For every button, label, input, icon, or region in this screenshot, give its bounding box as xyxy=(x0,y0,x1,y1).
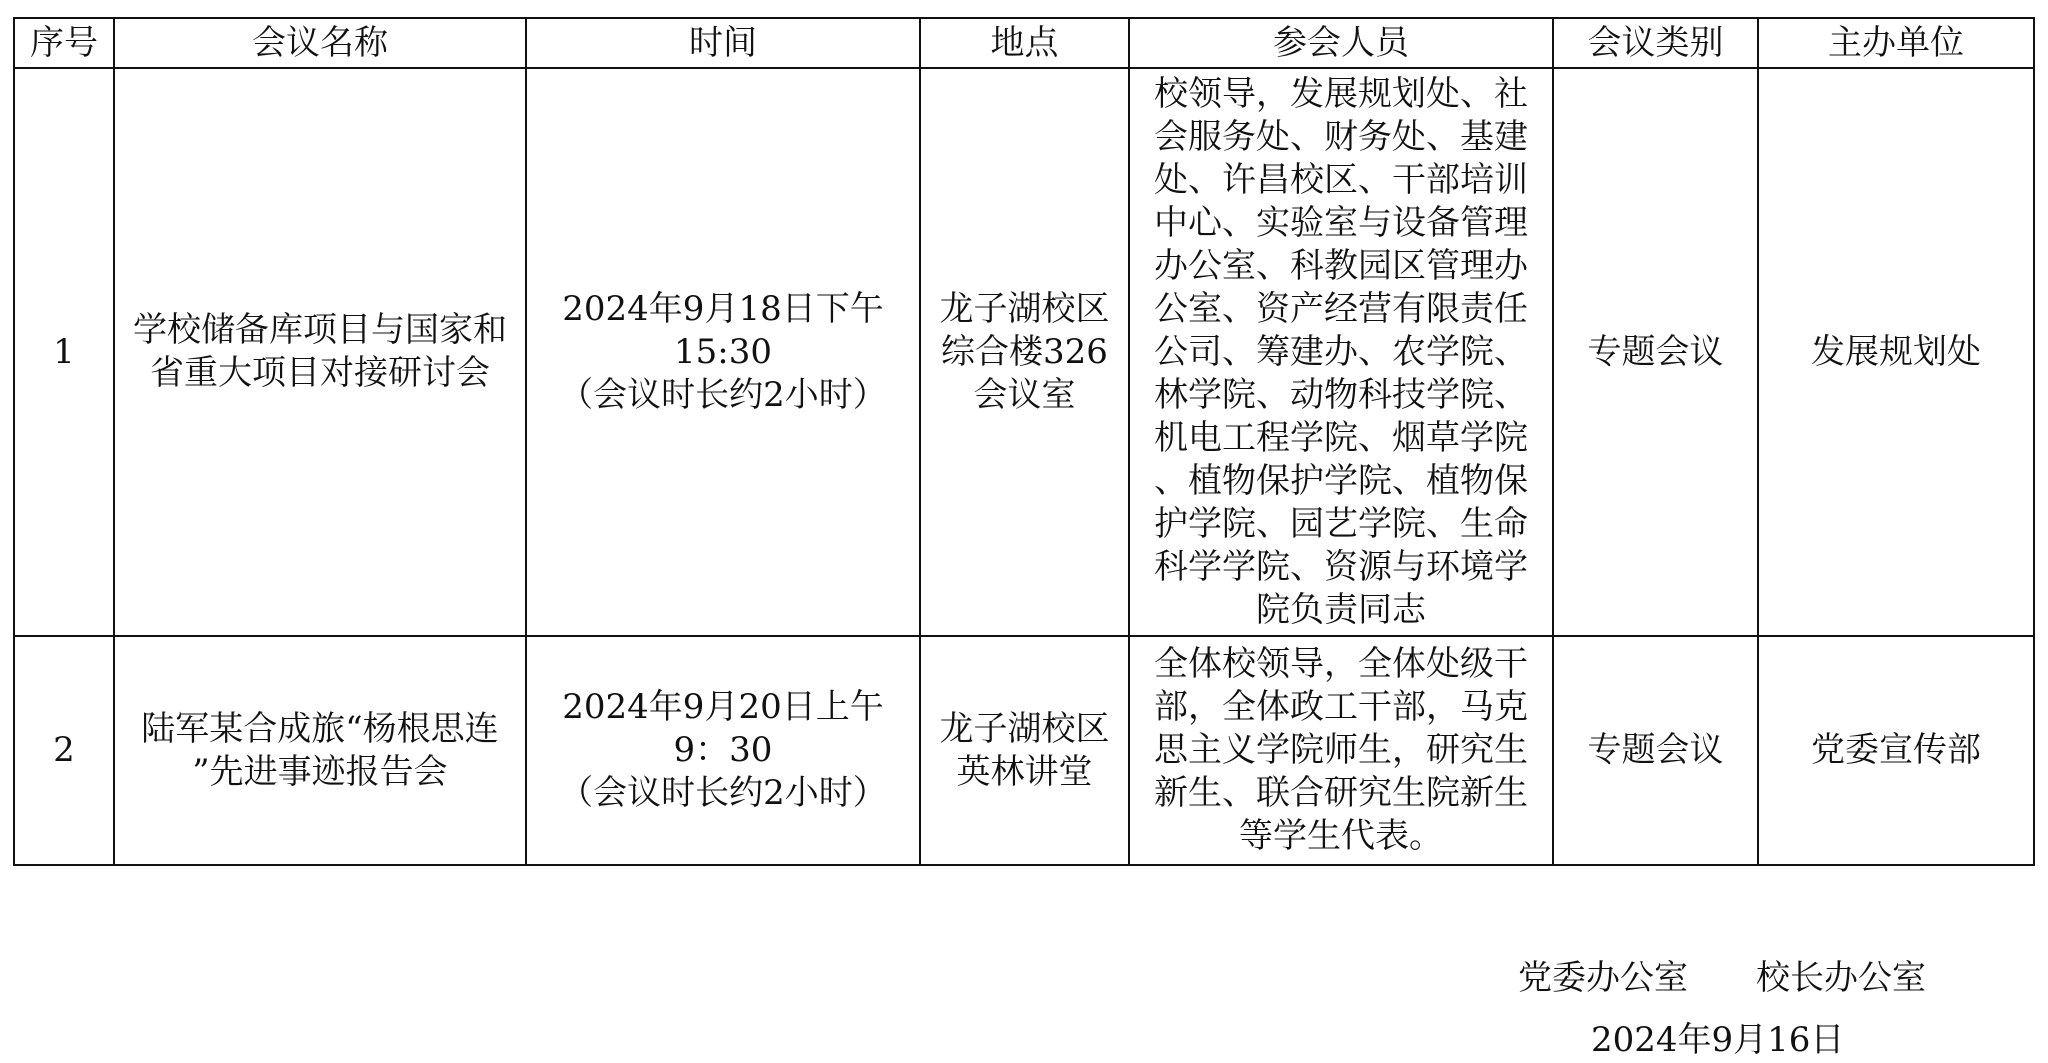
cell-time: 2024年9月20日上午 9：30 （会议时长约2小时） xyxy=(526,636,920,865)
header-host: 主办单位 xyxy=(1758,18,2034,68)
signing-offices: 党委办公室 校长办公室 xyxy=(1518,958,1926,998)
header-place: 地点 xyxy=(920,18,1129,68)
cell-attendees: 全体校领导，全体处级干 部，全体政工干部，马克 思主义学院师生，研究生 新生、联合研究生院新生 等学生代表。 xyxy=(1129,636,1553,865)
cell-host: 党委宣传部 xyxy=(1758,636,2034,865)
table-row xyxy=(14,636,2034,865)
header-category: 会议类别 xyxy=(1553,18,1758,68)
cell-host: 发展规划处 xyxy=(1758,68,2034,636)
cell-place: 龙子湖校区 综合楼326 会议室 xyxy=(920,68,1129,636)
header-time: 时间 xyxy=(526,18,920,68)
header-name: 会议名称 xyxy=(114,18,526,68)
cell-time: 2024年9月18日下午 15:30 （会议时长约2小时） xyxy=(526,68,920,636)
cell-name: 陆军某合成旅“杨根思连 ”先进事迹报告会 xyxy=(114,636,526,865)
cell-name: 学校储备库项目与国家和 省重大项目对接研讨会 xyxy=(114,68,526,636)
header-no: 序号 xyxy=(14,18,114,68)
header-attendees: 参会人员 xyxy=(1129,18,1553,68)
schedule-grid xyxy=(13,17,2035,866)
table-row xyxy=(14,68,2034,636)
signing-date: 2024年9月16日 xyxy=(1591,1020,1845,1060)
cell-no: 2 xyxy=(14,636,114,865)
cell-attendees: 校领导，发展规划处、社 会服务处、财务处、基建 处、许昌校区、干部培训 中心、实验室与设备管理 办公室、科教园区管理办 公室、资产经营有限责任 公司、筹建办、农学院、 林学院、动物科技学院、 机电工程学院、烟草学院 、植物保护学院、植物保 护学院、园艺学院、生命 科学学院、资源与环境学 院负责同志 xyxy=(1129,68,1553,636)
meeting-schedule-table xyxy=(13,17,2035,866)
header-row xyxy=(14,18,2034,68)
cell-place: 龙子湖校区 英林讲堂 xyxy=(920,636,1129,865)
cell-category: 专题会议 xyxy=(1553,68,1758,636)
cell-category: 专题会议 xyxy=(1553,636,1758,865)
cell-no: 1 xyxy=(14,68,114,636)
